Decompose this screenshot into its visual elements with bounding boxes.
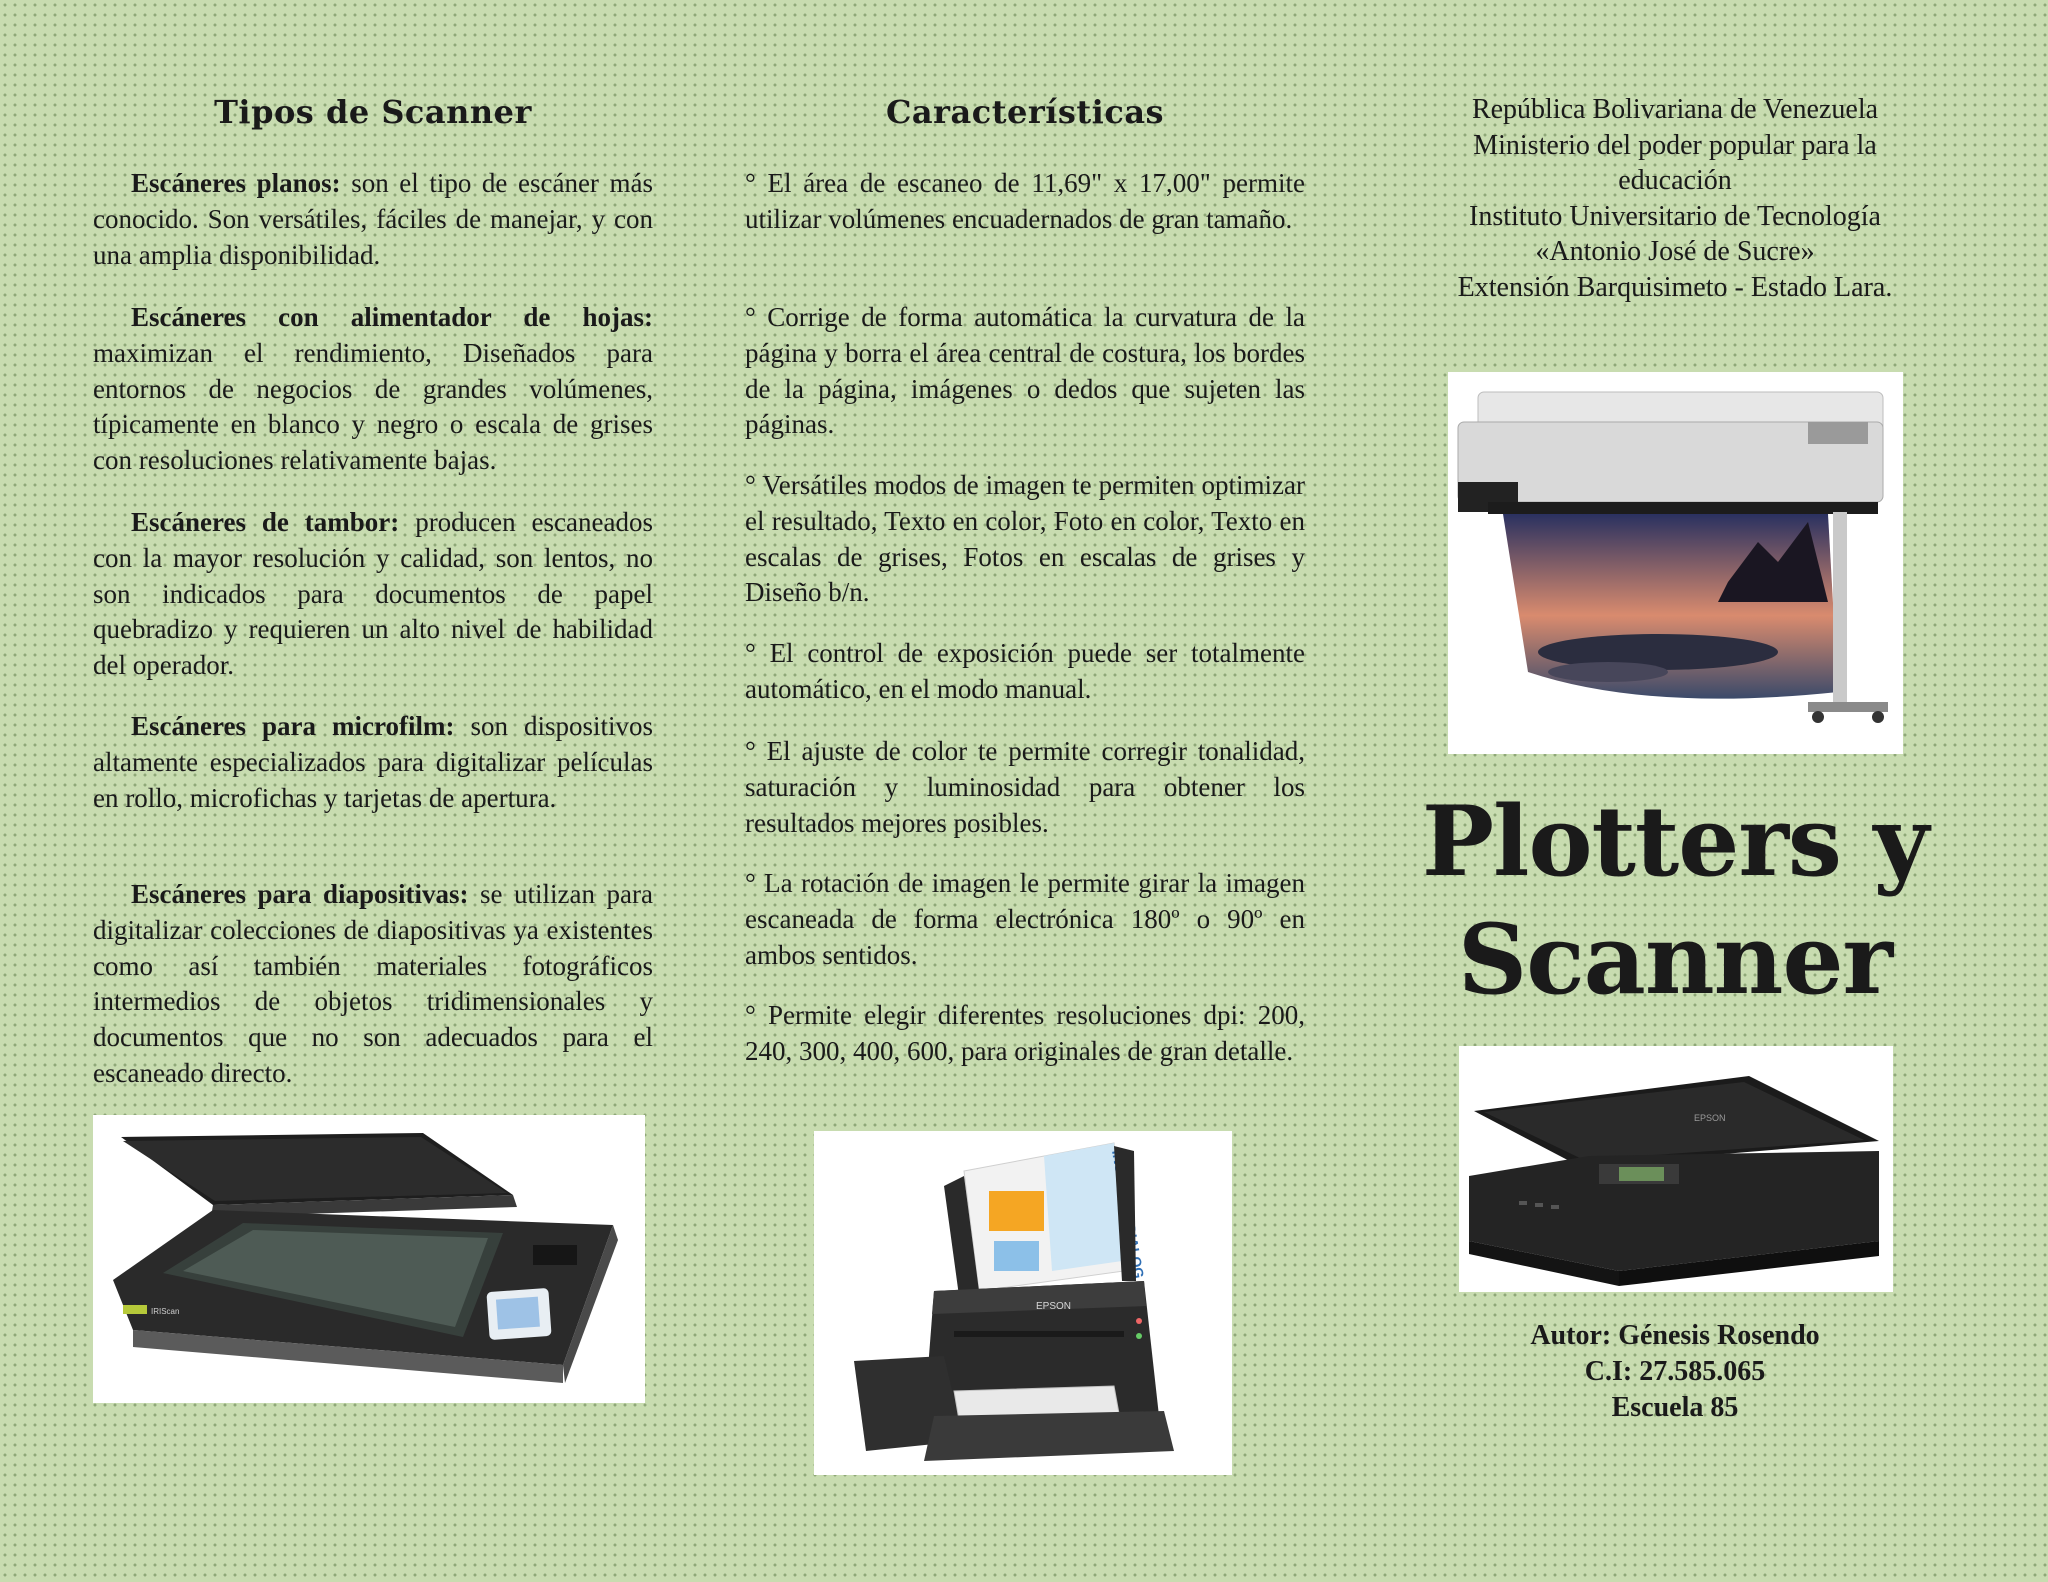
paragraph-slides bbox=[93, 877, 653, 1092]
feature-item: ° La rotación de imagen le permite girar la imagen escaneada de forma electrónica 180º o 90º en ambos sentidos. bbox=[745, 868, 1305, 970]
photo-scanner-image bbox=[1459, 1046, 1893, 1292]
institution-line: «Antonio José de Sucre» bbox=[1535, 236, 1815, 267]
feature-item: ° El control de exposición puede ser totalmente automático, en el modo manual. bbox=[745, 638, 1305, 704]
paragraph-lead: Escáneres para diapositivas: bbox=[131, 879, 469, 909]
paragraph-lead: Escáneres con alimentador de hojas: bbox=[131, 302, 653, 332]
main-title bbox=[1365, 783, 1985, 1019]
paragraph-lead: Escáneres para microfilm: bbox=[131, 711, 455, 741]
feature-item: ° Permite elegir diferentes resoluciones dpi: 200, 240, 300, 400, 600, para originales de gran detalle. bbox=[745, 1000, 1305, 1066]
institution-header bbox=[1405, 92, 1945, 305]
main-title-line2: Scanner bbox=[1457, 903, 1893, 1016]
paragraph-text: se utilizan para digitalizar colecciones de diapositivas ya existentes como así también materiales fotográficos intermedios de objetos tridimensionales y documentos que no son adecuados para el escaneado directo. bbox=[93, 879, 653, 1088]
paragraph-text: son el tipo de escáner más conocido. Son versátiles, fáciles de manejar, y con una amplia disponibilidad. bbox=[93, 168, 653, 270]
paragraph-lead: Escáneres planos: bbox=[131, 168, 341, 198]
plotter-image bbox=[1448, 372, 1903, 754]
author-id: C.I: 27.585.065 bbox=[1584, 1356, 1766, 1387]
institution-line: Ministerio del poder popular para la bbox=[1473, 129, 1877, 161]
author-block bbox=[1405, 1318, 1945, 1426]
features-heading: Características bbox=[885, 93, 1165, 131]
paragraph-sheetfed bbox=[93, 300, 653, 479]
institution-line: Instituto Universitario de Tecnología bbox=[1469, 200, 1881, 232]
feature-item: ° El ajuste de color te permite corregir tonalidad, saturación y luminosidad para obtener los resultados mejores posibles. bbox=[745, 736, 1305, 838]
sheetfed-brand-label: EPSON bbox=[1036, 1301, 1072, 1312]
feature-item: ° Corrige de forma automática la curvatura de la página y borra el área central de costura, los bordes de la página, imágenes o dedos que sujeten las páginas. bbox=[745, 302, 1305, 440]
paragraph-text: producen escaneados con la mayor resolución y calidad, son lentos, no son indicados para documentos de papel quebradizo y requieren un alto nivel de habilidad del operador. bbox=[93, 507, 653, 681]
paragraph-drum bbox=[93, 505, 653, 684]
feature-item: ° Versátiles modos de imagen te permiten optimizar el resultado, Texto en color, Foto en color, Texto en escalas de grises, Fotos en escalas de grises y Diseño b/n. bbox=[745, 470, 1305, 608]
paragraph-microfilm bbox=[93, 709, 653, 816]
main-title-line1: Plotters y bbox=[1421, 785, 1929, 898]
scanner-types-heading: Tipos de Scanner bbox=[214, 93, 532, 131]
feature-item: ° El área de escaneo de 11,69" x 17,00" permite utilizar volúmenes encuadernados de gran tamaño. bbox=[745, 168, 1305, 234]
institution-line: educación bbox=[1618, 165, 1732, 196]
institution-line: Extensión Barquisimeto - Estado Lara. bbox=[1457, 271, 1893, 303]
institution-line: República Bolivariana de Venezuela bbox=[1471, 94, 1879, 125]
paragraph-lead: Escáneres de tambor: bbox=[131, 507, 400, 537]
paragraph-text: maximizan el rendimiento, Diseñados para entornos de negocios de grandes volúmenes, típicamente en blanco y negro o escala de grises con resoluciones relativamente bajas. bbox=[93, 337, 653, 476]
sheetfed-scanner-image bbox=[814, 1131, 1232, 1475]
flatbed-scanner-image bbox=[93, 1115, 645, 1403]
paragraph-text: son dispositivos altamente especializados para digitalizar películas en rollo, microfichas y tarjetas de apertura. bbox=[93, 711, 653, 813]
author-school: Escuela 85 bbox=[1611, 1392, 1739, 1423]
author-name: Autor: Génesis Rosendo bbox=[1530, 1320, 1820, 1351]
paragraph-flatbed bbox=[93, 166, 653, 273]
flatbed-brand-label: IRIScan bbox=[151, 1307, 180, 1316]
photo-scanner-brand-label: EPSON bbox=[1694, 1113, 1726, 1123]
